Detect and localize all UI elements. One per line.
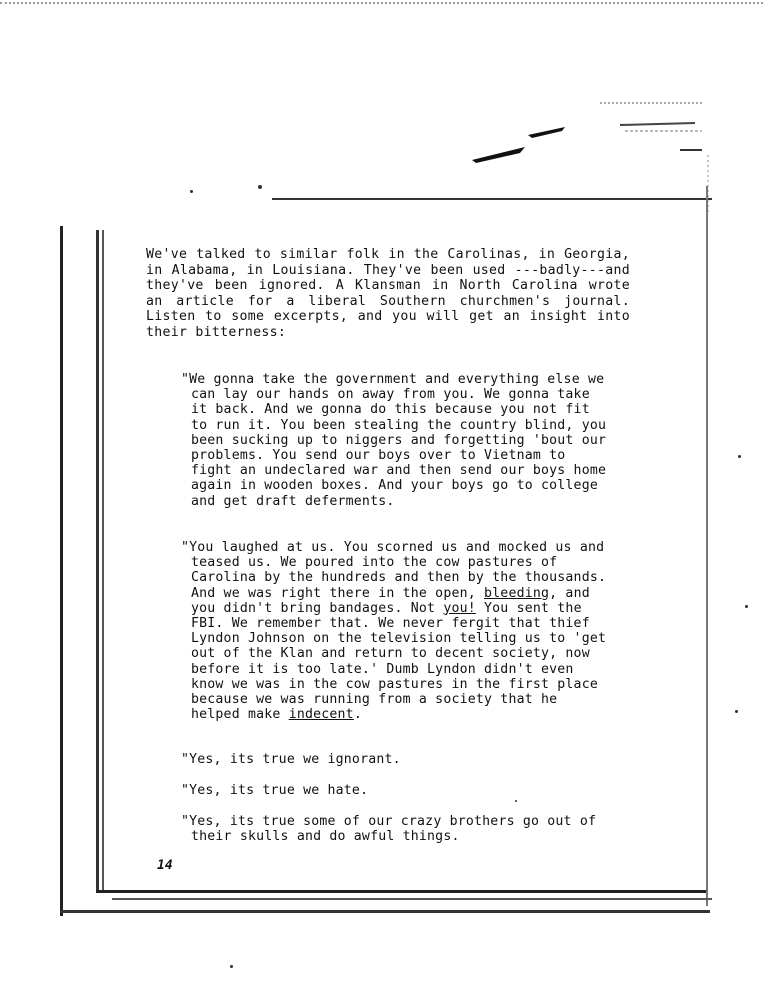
frame-inner-left-line (96, 230, 99, 890)
frame-left-line (60, 226, 63, 916)
quote-5-text: "Yes, its true some of our crazy brothers go out of their skulls and do awful things. (181, 814, 597, 845)
quote-2-you: you! (443, 600, 476, 616)
quote-paragraph-4 (181, 783, 613, 798)
quote-paragraph-2 (181, 540, 613, 722)
scan-speck (230, 965, 233, 968)
frame-right-line (706, 186, 708, 906)
scan-edge-dots (0, 2, 763, 4)
frame-bottom-line (96, 890, 706, 893)
quote-2-text (181, 540, 613, 722)
quote-3-text: "Yes, its true we ignorant. (181, 752, 401, 767)
quote-2-part-c: You sent the FBI. We remember that. We never fergit that thief Lyndon Johnson on the television telling us to 'get out of the Klan and return to decent society, now before it is too late.' Dumb Lyndon didn't even know we was in the cow pastures in the first place because we was running from a society that he helped make (191, 600, 607, 723)
frame-bottom-line-2 (112, 898, 712, 900)
quote-2-indecent: indecent (288, 707, 354, 723)
scan-speck (258, 185, 262, 189)
quote-4-text: "Yes, its true we hate. (181, 783, 369, 798)
scan-speck (190, 190, 193, 193)
quote-paragraph-3 (181, 752, 613, 767)
quote-paragraph-5 (181, 814, 613, 844)
intro-paragraph: We've talked to similar folk in the Carolinas, in Georgia, in Alabama, in Louisiana. They've been used ---badly---and they've been ignored. A Klansman in North Carolina wrote an article for a liberal Southern churchmen's journal. Listen to some excerpts, and you will get an insight into their bitterness: (146, 247, 630, 340)
quote-2-bleeding: bleeding (484, 585, 550, 601)
quote-paragraph-1 (181, 372, 613, 509)
frame-top-line (272, 198, 712, 200)
quote-2-part-b: , and you didn't bring bandages. Not (191, 585, 590, 616)
page-number: 14 (157, 858, 173, 873)
quote-2-part-d: . (353, 707, 362, 723)
scan-speck (515, 800, 517, 802)
scan-speck (745, 605, 748, 608)
frame-outer-bottom-line (60, 910, 710, 913)
quote-2-part-a: "You laughed at us. You scorned us and mocked us and teased us. We poured into the cow pastures of Carolina by the hundreds and then by the thousands. And we was right there in the open, (181, 540, 607, 601)
scan-speck (738, 455, 741, 458)
scan-speck (735, 710, 738, 713)
frame-inner-left-line-2 (102, 230, 104, 890)
quote-1-text: "We gonna take the government and everything else we can lay our hands on away from you. We gonna take it back. And we gonna do this because you not fit to run it. You been stealing the country blind, you been sucking up to niggers and forgetting 'bout our problems. You send our boys over to Vietnam to fight an undeclared war and then send our boys home again in wooden boxes. And your boys go to college and get draft deferments. (181, 372, 607, 509)
